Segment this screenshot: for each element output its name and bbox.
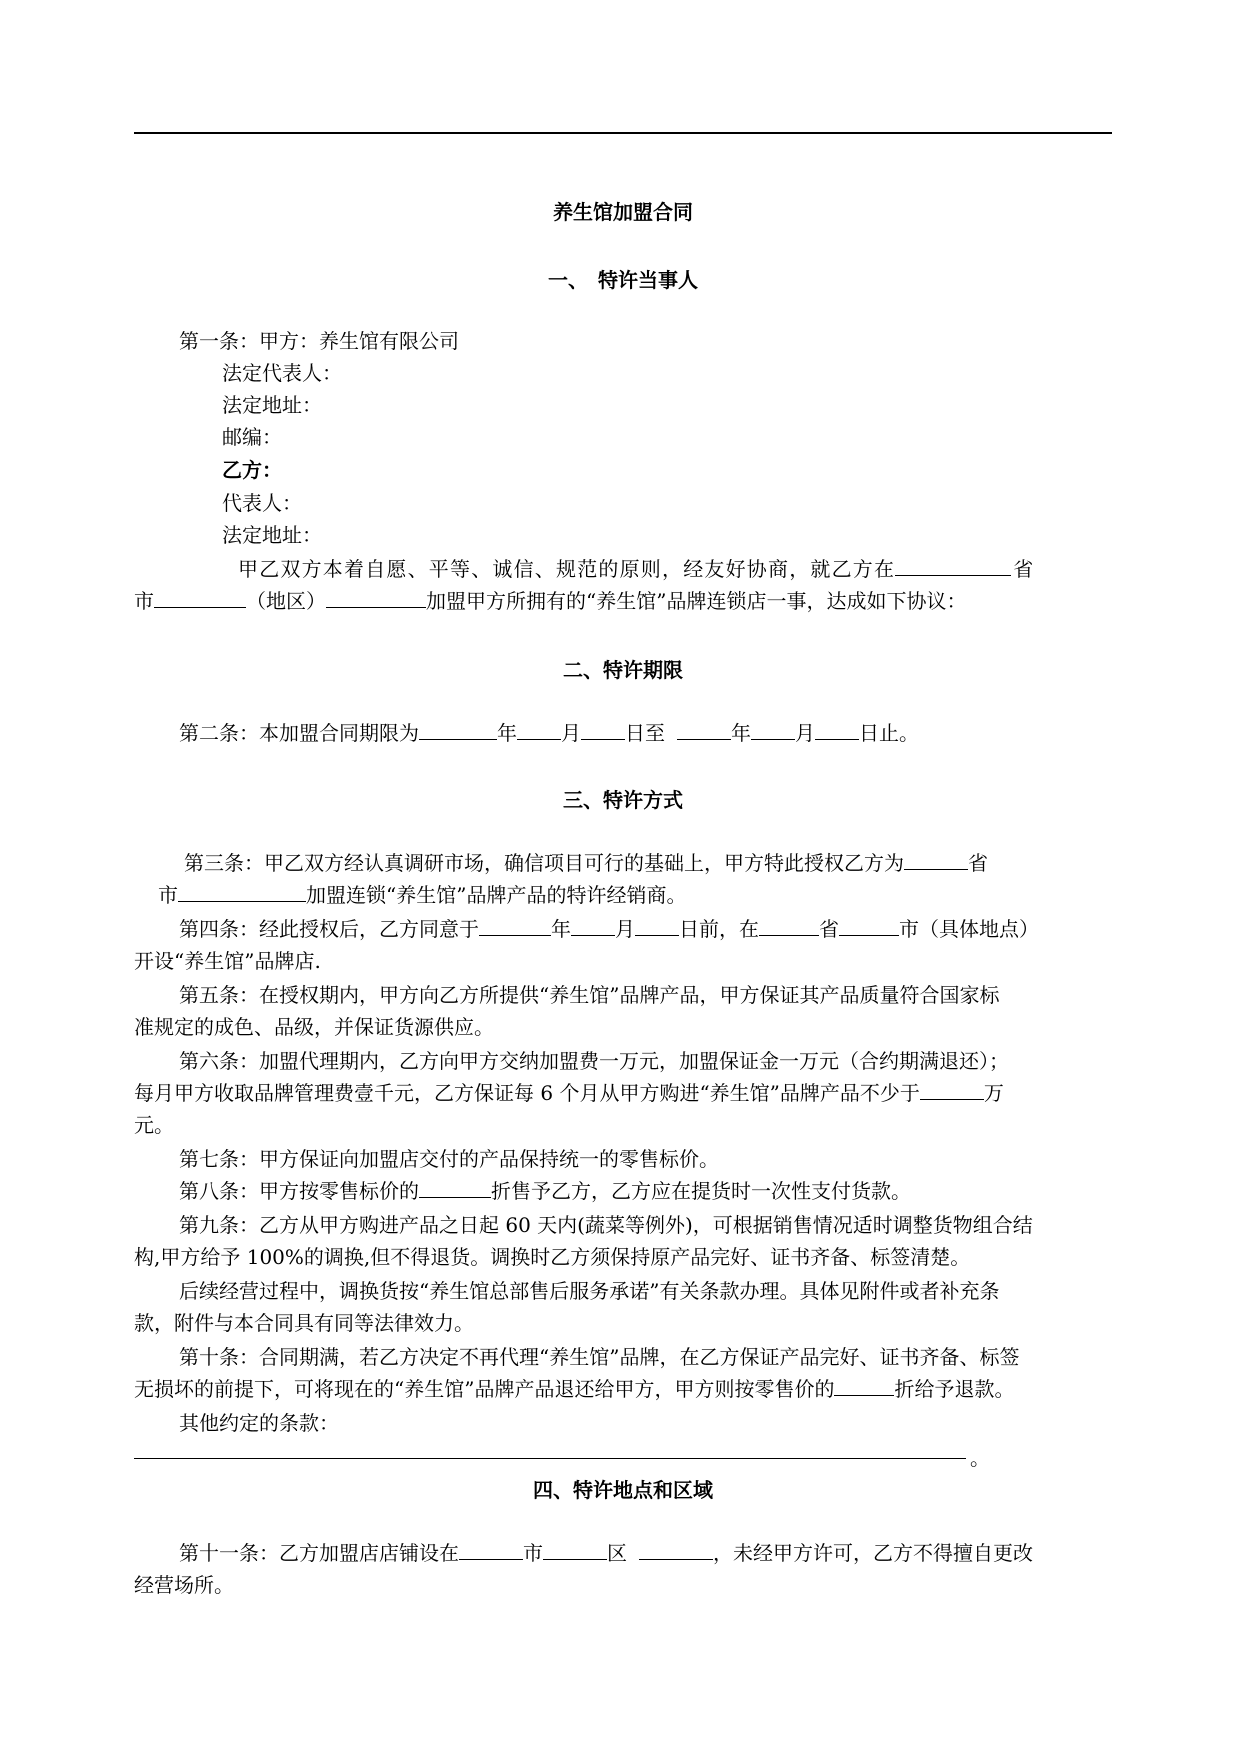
article-6-text-b: 万 <box>983 1081 1004 1105</box>
article-3-line-2 <box>158 882 686 908</box>
article-3-text-c: 市 <box>158 883 178 907</box>
intro-line-1 <box>238 556 1034 582</box>
start-day-blank[interactable] <box>581 721 625 740</box>
document-title: 养生馆加盟合同 <box>553 200 693 224</box>
article-6-amount-blank[interactable] <box>920 1081 984 1100</box>
article-4-text-a: 第四条：经此授权后，乙方同意于 <box>179 917 479 941</box>
article-5-line-1: 第五条：在授权期内，甲方向乙方所提供“养生馆”品牌产品，甲方保证其产品质量符合国家标 <box>179 983 1000 1007</box>
article-8-text-a: 第八条：甲方按零售标价的 <box>179 1179 419 1203</box>
article-2 <box>179 720 919 746</box>
article-4-line-2: 开设“养生馆”品牌店. <box>134 949 321 973</box>
article-4-text-f: 市（具体地点） <box>899 917 1039 941</box>
intro-text-1a: 甲乙双方本着自愿、平等、诚信、规范的原则，经友好协商，就乙方在 <box>238 557 896 581</box>
article-1-label: 第一条：甲方：养生馆有限公司 <box>179 329 459 353</box>
article-2-text-f: 月 <box>795 721 815 745</box>
legal-address-label: 法定地址： <box>222 393 322 417</box>
article-10-text-b: 折给予退款。 <box>894 1377 1015 1401</box>
article-7: 第七条：甲方保证向加盟店交付的产品保持统一的零售标价。 <box>179 1147 719 1171</box>
start-month-blank[interactable] <box>517 721 561 740</box>
party-b-label: 乙方： <box>222 458 282 482</box>
article-10-line-1: 第十条：合同期满，若乙方决定不再代理“养生馆”品牌，在乙方保证产品完好、证书齐备、标签 <box>179 1345 1020 1369</box>
section-heading-1: 一、 特许当事人 <box>548 268 698 292</box>
intro-line-2 <box>134 588 966 614</box>
section-heading-2: 二、特许期限 <box>563 658 683 682</box>
start-year-blank[interactable] <box>419 721 497 740</box>
article-2-text-g: 日止。 <box>859 721 919 745</box>
article-4-text-e: 省 <box>819 917 839 941</box>
article-11-district-blank[interactable] <box>543 1541 607 1560</box>
end-month-blank[interactable] <box>751 721 795 740</box>
section-heading-3: 三、特许方式 <box>563 788 683 812</box>
article-4-province-blank[interactable] <box>759 917 819 936</box>
article-11-text-b: 市 <box>523 1541 543 1565</box>
other-terms-blank[interactable] <box>134 1458 966 1459</box>
aftersales-line-2: 款，附件与本合同具有同等法律效力。 <box>134 1311 474 1335</box>
region-blank[interactable] <box>326 589 426 608</box>
article-6-line-2 <box>134 1080 1004 1106</box>
article-8-text-b: 折售予乙方，乙方应在提货时一次性支付货款。 <box>491 1179 911 1203</box>
article-9-line-2: 构,甲方给予 100%的调换,但不得退货。调换时乙方须保持原产品完好、证书齐备、标签清楚。 <box>134 1245 971 1269</box>
other-terms-end: 。 <box>970 1446 990 1470</box>
article-2-text-e: 年 <box>731 721 751 745</box>
article-4-day-blank[interactable] <box>635 917 679 936</box>
article-11-line-2: 经营场所。 <box>134 1573 234 1597</box>
province-blank[interactable] <box>895 557 1011 576</box>
end-year-blank[interactable] <box>677 721 731 740</box>
article-6-line-1: 第六条：加盟代理期内，乙方向甲方交纳加盟费一万元，加盟保证金一万元（合约期满退还）； <box>179 1049 1009 1073</box>
article-3-province-blank[interactable] <box>904 851 968 870</box>
article-6-line-3: 元。 <box>134 1113 174 1137</box>
aftersales-line-1: 后续经营过程中，调换货按“养生馆总部售后服务承诺”有关条款办理。具体见附件或者补充条 <box>179 1279 1000 1303</box>
intro-text-2b: （地区） <box>246 589 326 613</box>
article-3-text-b: 省 <box>968 851 988 875</box>
article-11-text-a: 第十一条：乙方加盟店店铺设在 <box>179 1541 459 1565</box>
article-4-text-b: 年 <box>551 917 571 941</box>
article-8 <box>179 1178 911 1204</box>
legal-address-b-label: 法定地址： <box>222 523 322 547</box>
article-3-text-d: 加盟连锁“养生馆”品牌产品的特许经销商。 <box>306 883 687 907</box>
article-3-line-1 <box>184 850 988 876</box>
article-2-text-a: 第二条：本加盟合同期限为 <box>179 721 419 745</box>
article-10-refund-blank[interactable] <box>834 1377 894 1396</box>
intro-text-2c: 加盟甲方所拥有的“养生馆”品牌连锁店一事，达成如下协议： <box>426 589 967 613</box>
article-11-line-1 <box>179 1540 1033 1566</box>
representative-label: 代表人： <box>222 491 302 515</box>
article-5-line-2: 准规定的成色、品级，并保证货源供应。 <box>134 1015 494 1039</box>
end-day-blank[interactable] <box>815 721 859 740</box>
article-4-line-1 <box>179 916 1039 942</box>
article-6-text-a: 每月甲方收取品牌管理费壹千元，乙方保证每 6 个月从甲方购进“养生馆”品牌产品不少于 <box>134 1081 920 1105</box>
article-2-text-d: 日至 <box>625 721 665 745</box>
article-4-month-blank[interactable] <box>571 917 615 936</box>
article-3-city-blank[interactable] <box>178 883 306 902</box>
article-11-text-c: 区 <box>607 1541 627 1565</box>
other-terms-label: 其他约定的条款： <box>179 1411 339 1435</box>
intro-text-2a: 市 <box>134 589 154 613</box>
postcode-label: 邮编： <box>222 425 282 449</box>
article-10-line-2 <box>134 1376 1014 1402</box>
article-11-city-blank[interactable] <box>459 1541 523 1560</box>
article-4-text-c: 月 <box>615 917 635 941</box>
article-4-city-blank[interactable] <box>839 917 899 936</box>
article-11-address-blank[interactable] <box>639 1541 713 1560</box>
article-4-year-blank[interactable] <box>479 917 551 936</box>
article-2-text-b: 年 <box>497 721 517 745</box>
section-heading-4: 四、特许地点和区域 <box>533 1478 713 1502</box>
article-2-text-c: 月 <box>561 721 581 745</box>
legal-representative-label: 法定代表人： <box>222 361 342 385</box>
article-10-text-a: 无损坏的前提下，可将现在的“养生馆”品牌产品退还给甲方，甲方则按零售价的 <box>134 1377 835 1401</box>
intro-text-1b: 省 <box>1013 557 1035 581</box>
city-blank[interactable] <box>154 589 246 608</box>
article-4-text-d: 日前，在 <box>679 917 759 941</box>
article-8-discount-blank[interactable] <box>419 1179 491 1198</box>
header-rule <box>134 132 1112 134</box>
article-9-line-1: 第九条：乙方从甲方购进产品之日起 60 天内(蔬菜等例外)，可根据销售情况适时调整货物组合结 <box>179 1213 1033 1237</box>
article-11-text-d: ，未经甲方许可，乙方不得擅自更改 <box>713 1541 1033 1565</box>
article-3-text-a: 第三条：甲乙双方经认真调研市场，确信项目可行的基础上，甲方特此授权乙方为 <box>184 851 904 875</box>
